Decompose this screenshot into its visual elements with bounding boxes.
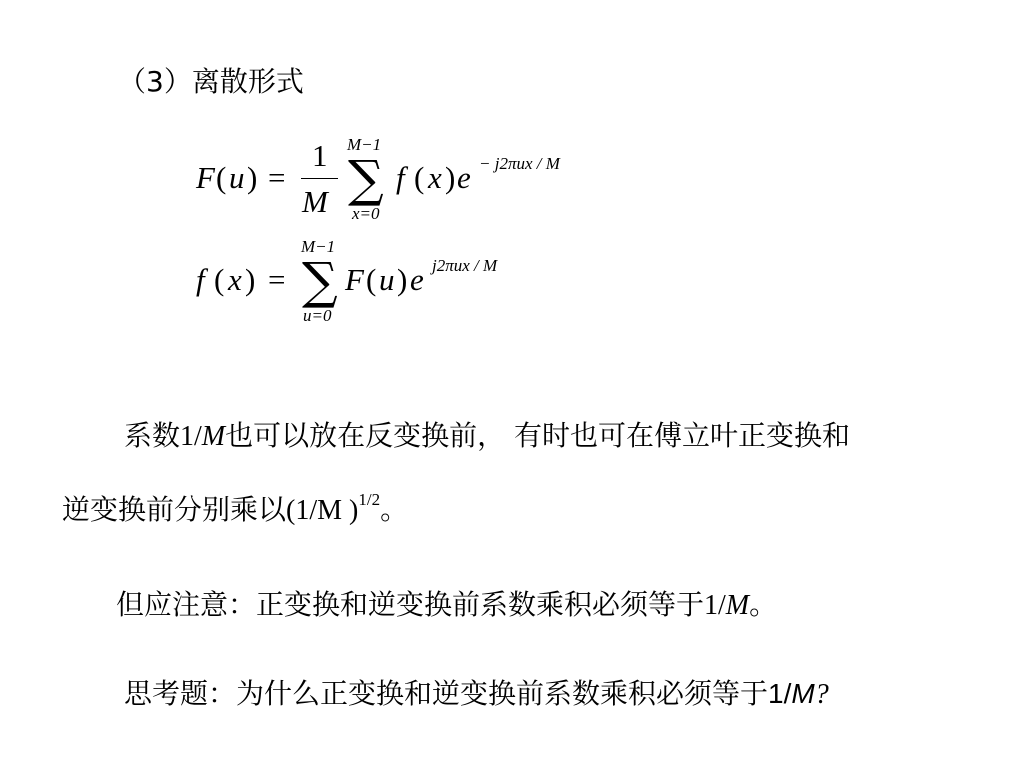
para3-number: 1/ [768,678,792,709]
eq2-sigma: ∑ [302,252,338,310]
paragraph-question [124,672,829,712]
eq2-x: x [228,262,242,297]
para1-line1-rest: 也可以放在反变换前， 有时也可在傅立叶正变换和 [225,419,851,452]
eq1-fraction-bar [301,178,338,179]
eq1-equals: = [268,160,286,195]
eq1-arg-close: ) [445,160,456,195]
para1-line1-number: 1/ [180,421,202,452]
para1-line1-prefix: 系数 [124,419,181,452]
eq2-arg-close: ) [397,262,408,297]
eq1-arg-open: ( [414,160,425,195]
para3-end: ? [814,679,829,710]
paragraph-coefficient-line2 [62,488,408,528]
eq2-equals: = [268,262,286,297]
paragraph-note [116,583,777,623]
eq1-u: u [229,160,245,195]
eq2-f: f [196,262,205,297]
para2-M: M [725,590,750,621]
eq1-frac-denominator: M [302,184,328,219]
eq2-open-paren: ( [214,262,225,297]
eq1-e: e [457,160,471,195]
para2-end: 。 [749,588,778,621]
eq1-f: f [396,160,405,195]
eq2-sum-upper: M−1 [301,237,336,256]
para1-line2-superscript: 1/2 [358,490,381,509]
para2-number: 1/ [704,590,726,621]
eq1-x: x [428,160,442,195]
para1-line2-prefix: 逆变换前分别乘以 [62,493,287,526]
eq2-u: u [379,262,395,297]
eq1-sum-upper: M−1 [347,135,382,154]
eq2-F: F [345,262,364,297]
eq2-close-paren: ) [245,262,256,297]
eq2-sum-lower: u=0 [303,306,332,325]
para3-M: M [791,678,815,709]
eq1-open-paren: ( [216,160,227,195]
paragraph-coefficient-line1 [124,414,850,454]
eq1-F: F [196,160,215,195]
eq2-exponent: j2πux / M [432,256,498,275]
para1-line2-paren: (1/M ) [286,495,359,526]
eq1-frac-numerator: 1 [312,138,328,173]
eq2-e: e [410,262,424,297]
para1-line2-end: 。 [380,493,409,526]
eq1-sigma: ∑ [348,150,384,208]
para3-text: 思考题：为什么正变换和逆变换前系数乘积必须等于 [124,677,769,710]
eq2-arg-open: ( [366,262,377,297]
eq1-exponent: − j2πux / M [479,154,560,173]
section-heading: （3）离散形式 [118,65,304,98]
eq1-close-paren: ) [247,160,258,195]
eq1-sum-lower: x=0 [352,204,380,223]
para2-text: 但应注意：正变换和逆变换前系数乘积必须等于 [116,588,705,621]
para1-line1-M: M [201,421,226,452]
